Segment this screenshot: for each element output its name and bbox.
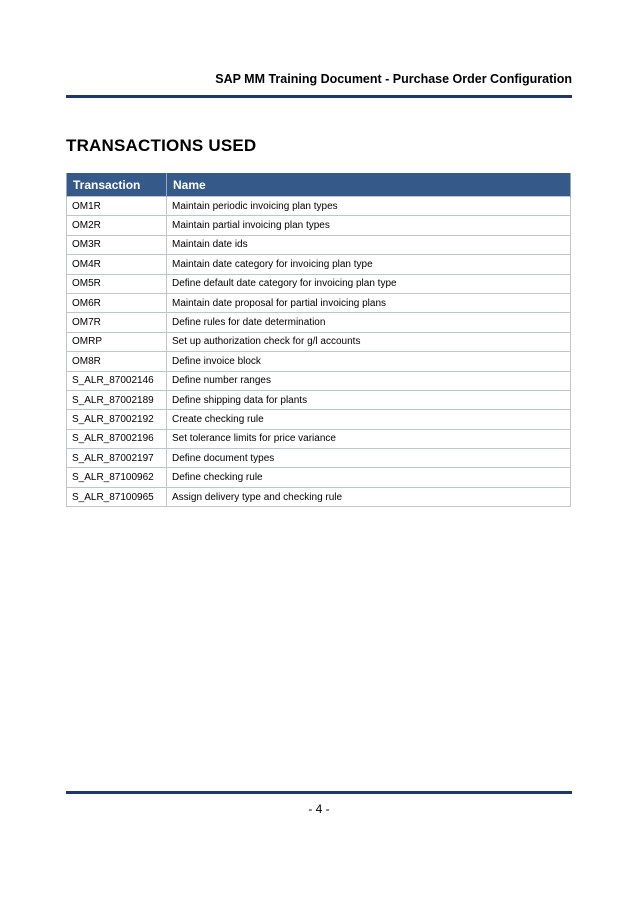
- transaction-name-cell: Define number ranges: [167, 371, 571, 390]
- page-number: - 4 -: [308, 802, 330, 816]
- transaction-code-cell: S_ALR_87002192: [67, 410, 167, 429]
- table-row: [67, 235, 571, 254]
- transaction-name-cell: Define invoice block: [167, 352, 571, 371]
- transaction-name-cell: Define rules for date determination: [167, 313, 571, 332]
- footer-divider: [66, 791, 572, 794]
- transaction-name-cell: Set up authorization check for g/l accounts: [167, 332, 571, 351]
- transaction-code-cell: OM7R: [67, 313, 167, 332]
- transaction-code-cell: S_ALR_87002197: [67, 449, 167, 468]
- column-header-name: Name: [167, 173, 571, 197]
- section-title: TRANSACTIONS USED: [66, 136, 257, 155]
- transaction-name-cell: Create checking rule: [167, 410, 571, 429]
- table-row: [67, 429, 571, 448]
- table-row: [67, 313, 571, 332]
- transaction-code-cell: OM1R: [67, 197, 167, 216]
- table-row: [67, 274, 571, 293]
- table-row: [67, 216, 571, 235]
- transaction-code-cell: OM5R: [67, 274, 167, 293]
- table-row: [67, 410, 571, 429]
- column-header-transaction: Transaction: [67, 173, 167, 197]
- table-row: [67, 371, 571, 390]
- transaction-code-cell: OMRP: [67, 332, 167, 351]
- transaction-code-cell: S_ALR_87100965: [67, 487, 167, 506]
- transaction-code-cell: OM6R: [67, 293, 167, 312]
- transaction-name-cell: Assign delivery type and checking rule: [167, 487, 571, 506]
- table-row: [67, 293, 571, 312]
- table-header-row: [67, 173, 571, 197]
- transaction-name-cell: Maintain periodic invoicing plan types: [167, 197, 571, 216]
- table-row: [67, 468, 571, 487]
- transaction-name-cell: Define default date category for invoicing plan type: [167, 274, 571, 293]
- table-row: [67, 255, 571, 274]
- transaction-code-cell: OM2R: [67, 216, 167, 235]
- transaction-code-cell: S_ALR_87002146: [67, 371, 167, 390]
- transaction-name-cell: Maintain date proposal for partial invoicing plans: [167, 293, 571, 312]
- table-row: [67, 390, 571, 409]
- transaction-name-cell: Define document types: [167, 449, 571, 468]
- table-row: [67, 487, 571, 506]
- transaction-code-cell: S_ALR_87100962: [67, 468, 167, 487]
- transaction-name-cell: Define checking rule: [167, 468, 571, 487]
- transaction-code-cell: OM8R: [67, 352, 167, 371]
- table-row: [67, 197, 571, 216]
- table-row: [67, 332, 571, 351]
- table-row: [67, 449, 571, 468]
- header-divider: [66, 95, 572, 98]
- transaction-name-cell: Maintain partial invoicing plan types: [167, 216, 571, 235]
- transaction-name-cell: Set tolerance limits for price variance: [167, 429, 571, 448]
- transaction-code-cell: OM4R: [67, 255, 167, 274]
- transaction-code-cell: S_ALR_87002189: [67, 390, 167, 409]
- transactions-table: [66, 173, 571, 507]
- transaction-name-cell: Define shipping data for plants: [167, 390, 571, 409]
- transaction-code-cell: S_ALR_87002196: [67, 429, 167, 448]
- transaction-name-cell: Maintain date category for invoicing plan type: [167, 255, 571, 274]
- transaction-code-cell: OM3R: [67, 235, 167, 254]
- table-row: [67, 352, 571, 371]
- document-header-title: SAP MM Training Document - Purchase Order Configuration: [215, 72, 572, 86]
- transaction-name-cell: Maintain date ids: [167, 235, 571, 254]
